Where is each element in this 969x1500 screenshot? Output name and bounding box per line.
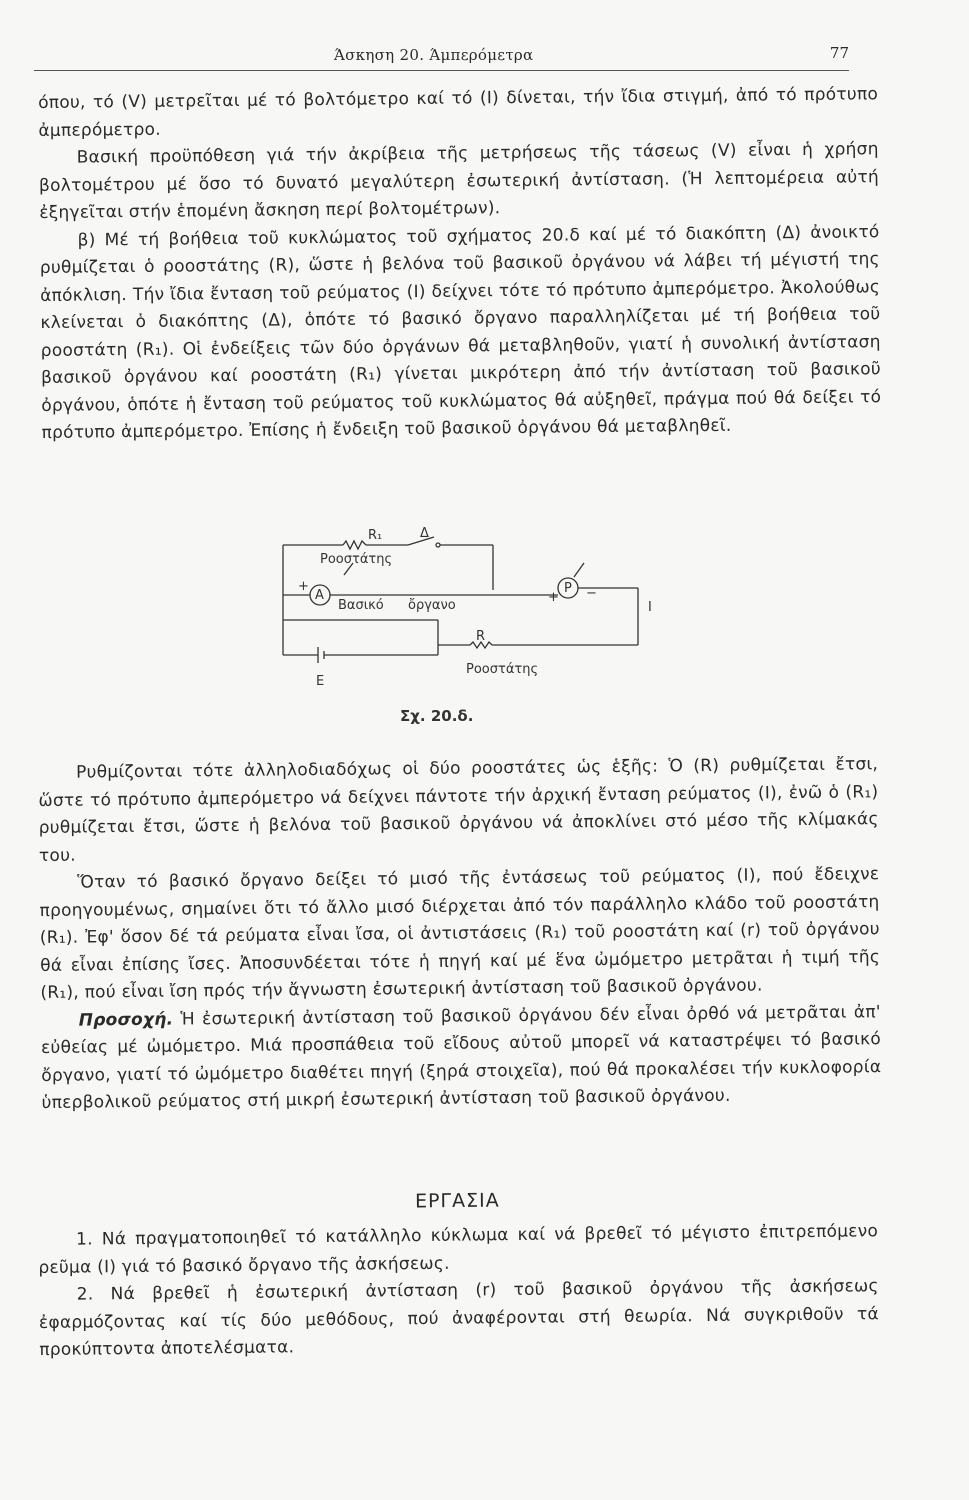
attention-label: Προσοχή. (78, 1009, 174, 1031)
meter-a-symbol: A (315, 588, 324, 603)
label-rheostat-top: Ροοστάτης (320, 552, 393, 567)
label-instrument-word: ὄργανο (408, 598, 456, 613)
paragraph: Βασική προϋπόθεση γιά τήν ἀκρίβεια τῆς μετρήσεως τῆς τάσεως (V) εἶναι ἡ χρήση βολτομέτρου μέ ὅσο τό δυνατό μεγαλύτερη ἐσωτερική ἀντίσταση. (Ἡ λεπτομέρεια αὐτή ἐξηγεῖται στήν ἑπομένη ἄσκηση περί βολτομέτρων). (38, 139, 880, 223)
list-item: 2. Νά βρεθεῖ ἡ ἐσωτερική ἀντίσταση (r) τοῦ βασικοῦ ὀργάνου τῆς ἀσκήσεως ἐφαρμόζοντας καί τίς δύο μεθόδους, πού ἀναφέρονται στή θεωρία. Νά συγκριθοῦν τά προκύπτοντα ἀποτελέσματα. (38, 1276, 880, 1360)
page-number: 77 (829, 44, 849, 62)
attention-text: Ἡ ἐσωτερική ἀντίσταση τοῦ βασικοῦ ὀργάνου δέν εἶναι ὀρθό νά μετρᾶται ἀπ' εὐθείας μέ ὠμόμετρο. Μιά προσπάθεια τοῦ εἴδους αὐτοῦ μπορεῖ νά καταστρέψει τό βασικό ὄργανο, γιατί τό ὠμόμετρο διαθέτει πηγή (ξηρά στοιχεῖα), πού θά προκαλέσει τήν κυκλοφορία ὑπερβολικοῦ ρεύματος στή μικρή ἐσωτερική ἀντίσταση τοῦ βασικοῦ ὀργάνου. (40, 1001, 882, 1113)
label-switch: Δ (420, 526, 429, 541)
circuit-diagram (238, 515, 678, 730)
paragraph: Ρυθμίζονται τότε ἀλληλοδιαδόχως οἱ δύο ροοστάτες ὡς ἑξῆς: Ὁ (R) ρυθμίζεται ἔτσι, ὥστε τό πρότυπο ἀμπερόμετρο νά δείχνει πάντοτε τήν ἀρχική ἔνταση ρεύματος (I), ἐνῶ ὁ (R₁) ρυθμίζεται ἔτσι, ὥστε ἡ βελόνα τοῦ βασικοῦ ὀργάνου νά ἀποκλίνει στό μέσο τῆς κλίμακάς του. (38, 754, 879, 866)
label-plus-a: + (298, 579, 309, 594)
paragraph: όπου, τό (V) μετρεῖται μέ τό βολτόμετρο καί τό (I) δίνεται, τήν ἴδια στιγμή, ἀπό τό πρότυπο ἀμπερόμετρο. (38, 84, 879, 141)
circuit-svg (238, 515, 678, 730)
label-main-instrument: Βασικό (338, 598, 384, 613)
page-header (34, 40, 849, 71)
label-r1: R₁ (368, 528, 383, 543)
figure-caption: Σχ. 20.δ. (400, 707, 474, 725)
exercise-list (38, 1218, 879, 1364)
label-r: R (476, 629, 486, 644)
running-title: Άσκηση 20. Άμπερόμετρα (334, 46, 534, 64)
paragraph: Ὅταν τό βασικό ὄργανο δείξει τό μισό τῆς ἐντάσεως τοῦ ρεύματος (I), πού ἔδειχνε προηγουμένως, σημαίνει ὅτι τό ἄλλο μισό διέρχεται ἀπό τόν παράλληλο κλάδο τοῦ ροοστάτη (R₁). Ἐφ' ὅσον δέ τά ρεύματα εἶναι ἴσα, οἱ ἀντιστάσεις (R₁) τοῦ ροοστάτη καί (r) τοῦ ὀργάνου θά εἶναι ἐπίσης ἴσες. Ἀποσυνδέεται τότε ἡ πηγή καί μέ ἕνα ὠμόμετρο μετρᾶται ἡ τιμή τῆς (R₁), πού εἶναι ἴση πρός τήν ἄγνωστη ἐσωτερική ἀντίσταση τοῦ βασικοῦ ὀργάνου. (39, 864, 881, 1003)
label-current: I (648, 600, 652, 615)
label-plus-p: + (548, 590, 559, 605)
section-heading: ΕΡΓΑΣΙΑ (414, 1189, 500, 1213)
label-minus-p: − (586, 586, 597, 601)
body-text-middle (38, 751, 882, 1117)
label-rheostat-bottom: Ροοστάτης (466, 662, 539, 677)
list-item: 1. Νά πραγματοποιηθεῖ τό κατάλληλο κύκλωμα καί νά βρεθεῖ τό μέγιστο ἐπιτρεπόμενο ρεῦμα (I) γιά τό βασικό ὄργανο τῆς ἀσκήσεως. (38, 1221, 879, 1278)
paragraph: β) Μέ τή βοήθεια τοῦ κυκλώματος τοῦ σχήματος 20.δ καί μέ τό διακόπτη (Δ) ἀνοικτό ρυθμίζεται ὁ ροοστάτης (R), ὥστε ἡ βελόνα τοῦ βασικοῦ ὀργάνου νά λάβει τή μέγιστή της ἀπόκλιση. Τήν ἴδια ἔνταση τοῦ ρεύματος (I) δείχνει τότε τό πρότυπο ἀμπερόμετρο. Ἀκολούθως κλείνεται ὁ διακόπτης (Δ), ὁπότε τό βασικό ὄργανο παραλληλίζεται μέ τή βοήθεια τοῦ ροοστάτη (R₁). Οἱ ἐνδείξεις τῶν δύο ὀργάνων θά μεταβληθοῦν, γιατί ἡ συνολική ἀντίσταση βασικοῦ ὀργάνου καί ροοστάτη (R₁) γίνεται μικρότερη ἀπό τήν ἀντίσταση τοῦ βασικοῦ ὀργάνου, ὁπότε ἡ ἔνταση τοῦ ρεύματος τοῦ κυκλώματος θά αὐξηθεῖ, πράγμα πού θά δείξει τό πρότυπο ἀμπερόμετρο. Ἐπίσης ἡ ἔνδειξη τοῦ βασικοῦ ὀργάνου θά μεταβληθεῖ. (39, 221, 882, 443)
paragraph (41, 999, 882, 1118)
meter-p-symbol: P (564, 581, 572, 596)
label-battery: E (316, 674, 325, 689)
body-text-top (38, 81, 882, 447)
